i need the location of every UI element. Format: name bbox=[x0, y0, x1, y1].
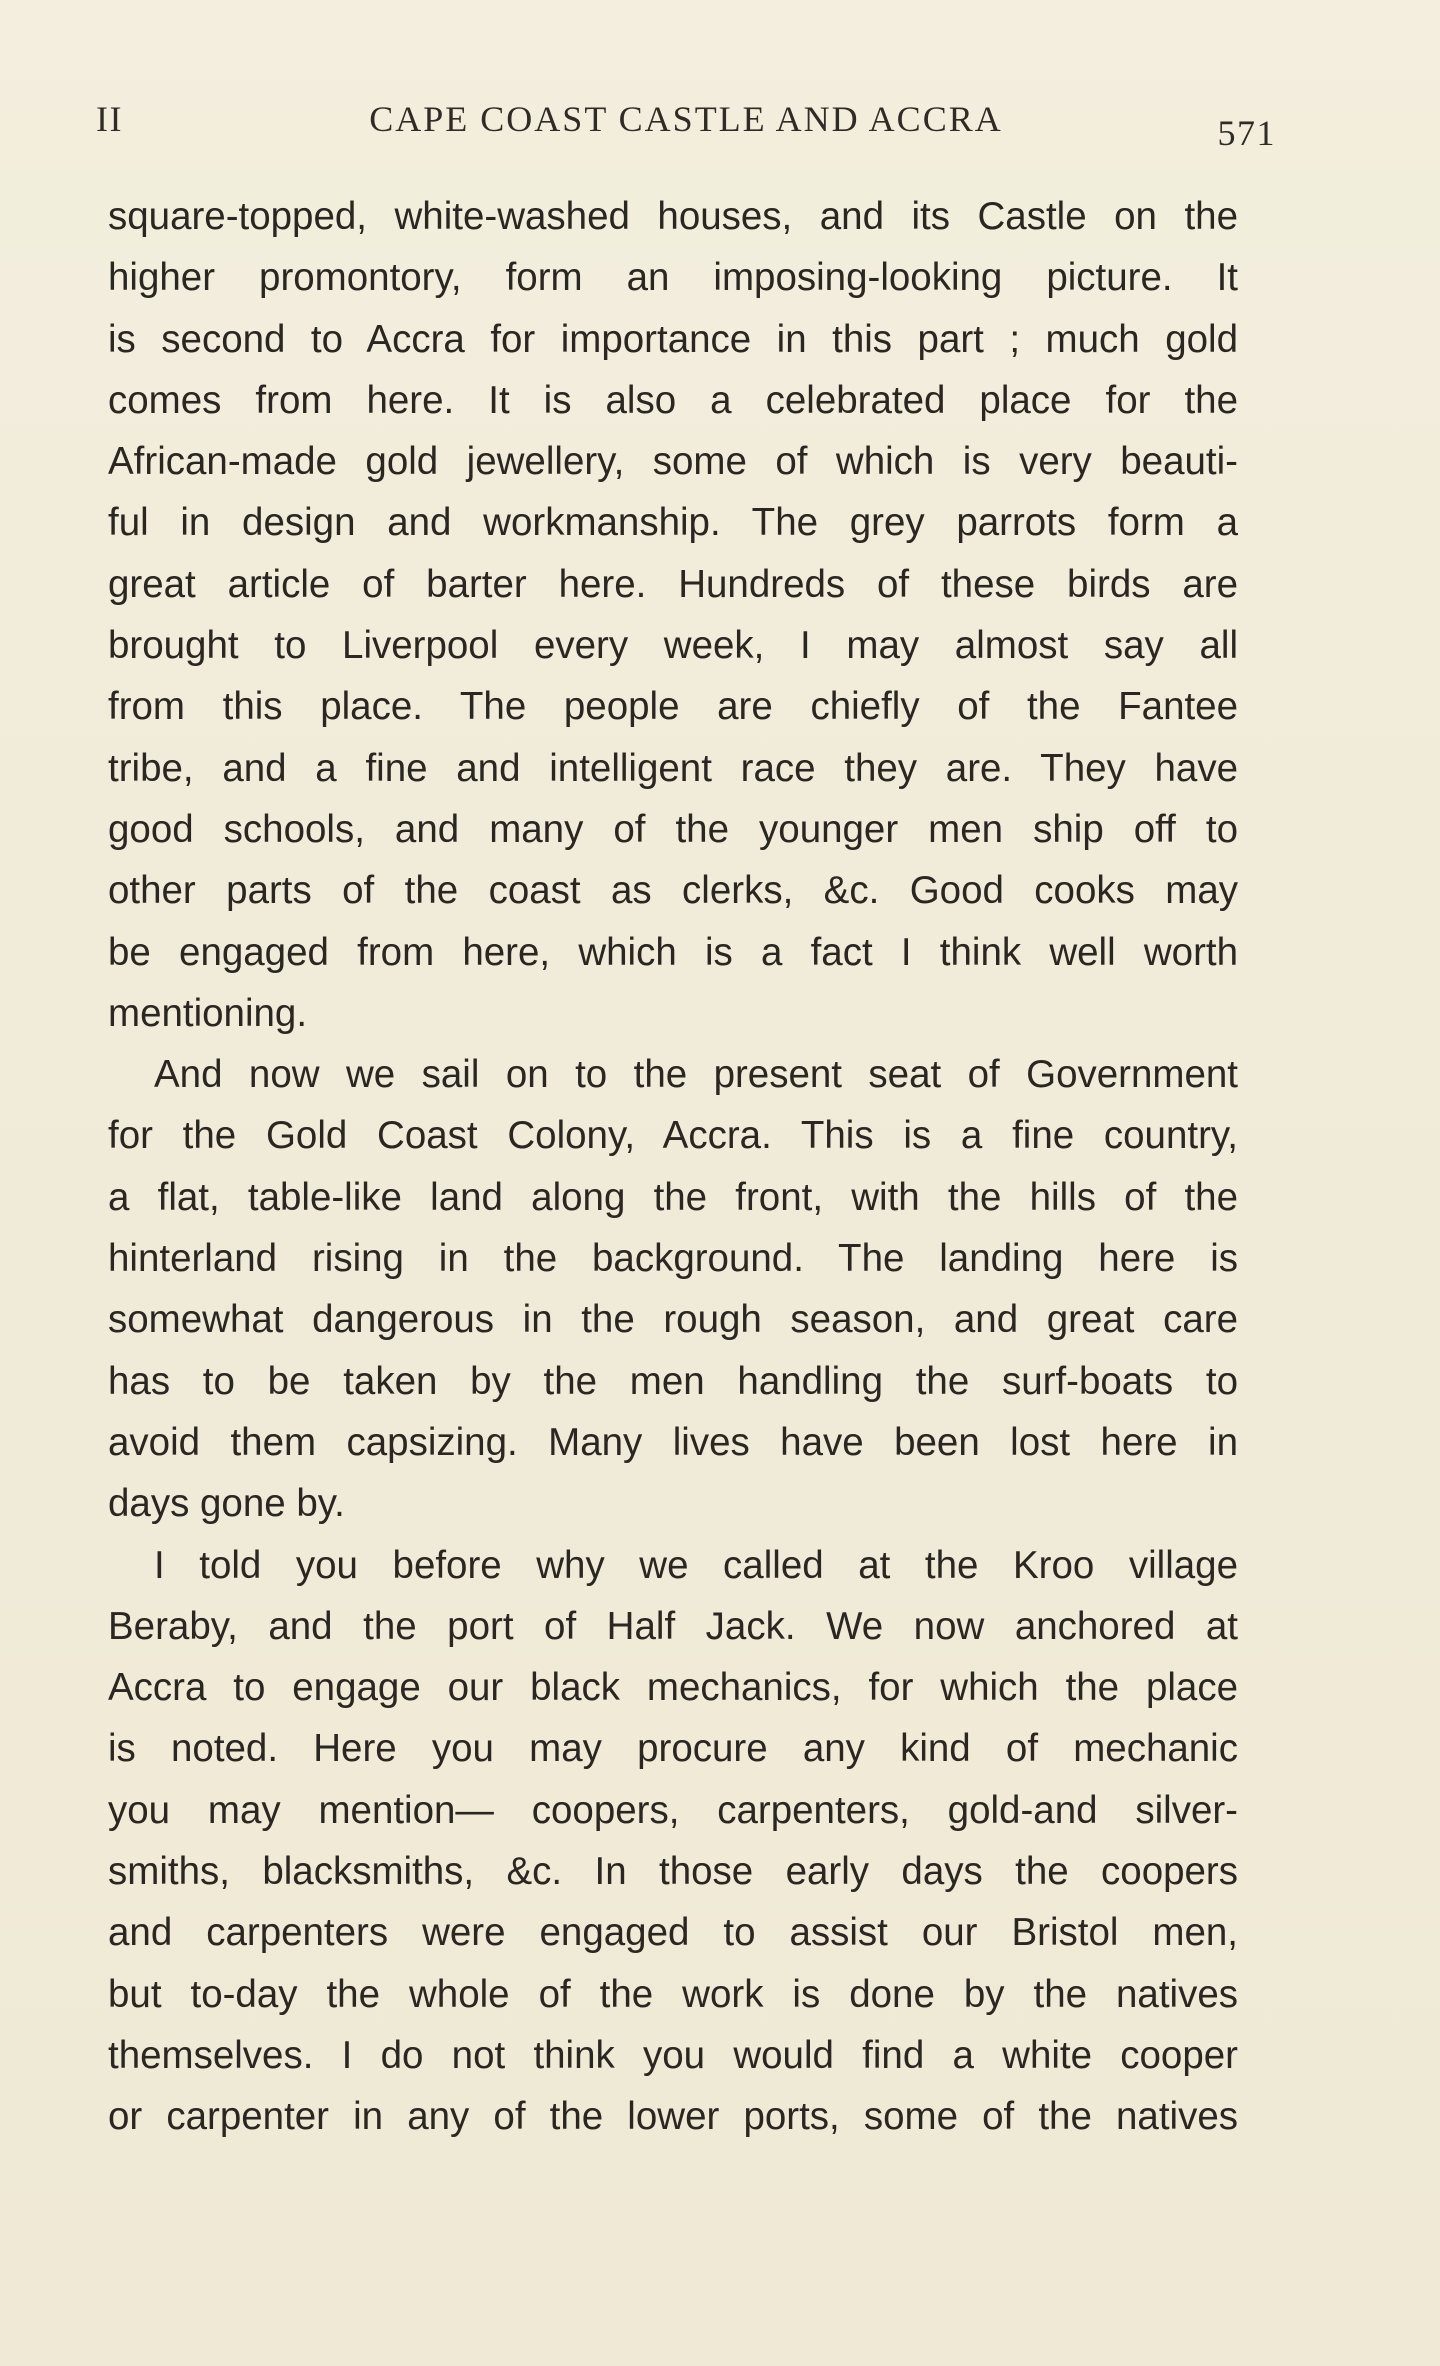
text-line: themselves. I do not think you would find a white cooper bbox=[108, 2033, 1238, 2077]
text-line: Beraby, and the port of Half Jack. We now anchored at bbox=[108, 1604, 1238, 1648]
body-text bbox=[108, 186, 1238, 2148]
text-line: other parts of the coast as clerks, &c. Good cooks may bbox=[108, 869, 1238, 913]
text-line: good schools, and many of the younger men ship off to bbox=[108, 807, 1238, 851]
text-line: great article of barter here. Hundreds of these birds are bbox=[108, 562, 1238, 606]
text-line: for the Gold Coast Colony, Accra. This is a fine country, bbox=[108, 1114, 1238, 1158]
text-line: and carpenters were engaged to assist our Bristol men, bbox=[108, 1911, 1238, 1955]
text-line: hinterland rising in the background. The landing here is bbox=[108, 1237, 1238, 1281]
text-line: square-topped, white-washed houses, and its Castle on the bbox=[108, 195, 1238, 238]
text-line: you may mention— coopers, carpenters, gold-and silver- bbox=[108, 1788, 1238, 1832]
text-line: Accra to engage our black mechanics, for which the place bbox=[108, 1666, 1238, 1710]
text-line: is noted. Here you may procure any kind of mechanic bbox=[108, 1727, 1238, 1771]
text-line: be engaged from here, which is a fact I think well worth bbox=[108, 930, 1238, 974]
text-line: tribe, and a fine and intelligent race they are. They have bbox=[108, 746, 1238, 790]
text-line: somewhat dangerous in the rough season, and great care bbox=[108, 1298, 1238, 1342]
chapter-number: II bbox=[96, 99, 123, 139]
text-line: brought to Liverpool every week, I may almost say all bbox=[108, 624, 1238, 668]
text-line: is second to Accra for importance in this part ; much gold bbox=[108, 317, 1238, 361]
page-number: 571 bbox=[1217, 113, 1276, 153]
text-line: ful in design and workmanship. The grey parrots form a bbox=[108, 501, 1238, 545]
text-line: African-made gold jewellery, some of which is very beauti- bbox=[108, 440, 1238, 484]
text-line: mentioning. bbox=[108, 991, 308, 1035]
running-title: CAPE COAST CASTLE AND ACCRA bbox=[369, 99, 1003, 139]
text-line: comes from here. It is also a celebrated place for the bbox=[108, 378, 1238, 422]
text-line: a flat, table-like land along the front, with the hills of the bbox=[108, 1175, 1238, 1219]
running-header bbox=[96, 98, 1276, 158]
text-line: avoid them capsizing. Many lives have been lost here in bbox=[108, 1420, 1238, 1464]
text-line: days gone by. bbox=[108, 1482, 345, 1526]
text-line: or carpenter in any of the lower ports, some of the natives bbox=[108, 2095, 1238, 2139]
text-line: higher promontory, form an imposing-looking picture. It bbox=[108, 256, 1238, 300]
text-line: smiths, blacksmiths, &c. In those early days the coopers bbox=[108, 1850, 1238, 1894]
text-line: has to be taken by the men handling the surf-boats to bbox=[108, 1359, 1238, 1403]
text-line: from this place. The people are chiefly of the Fantee bbox=[108, 685, 1238, 729]
text-line: I told you before why we called at the Kroo village bbox=[154, 1543, 1238, 1587]
text-line: but to-day the whole of the work is done by the natives bbox=[108, 1972, 1238, 2016]
text-line: And now we sail on to the present seat of Government bbox=[154, 1053, 1238, 1097]
